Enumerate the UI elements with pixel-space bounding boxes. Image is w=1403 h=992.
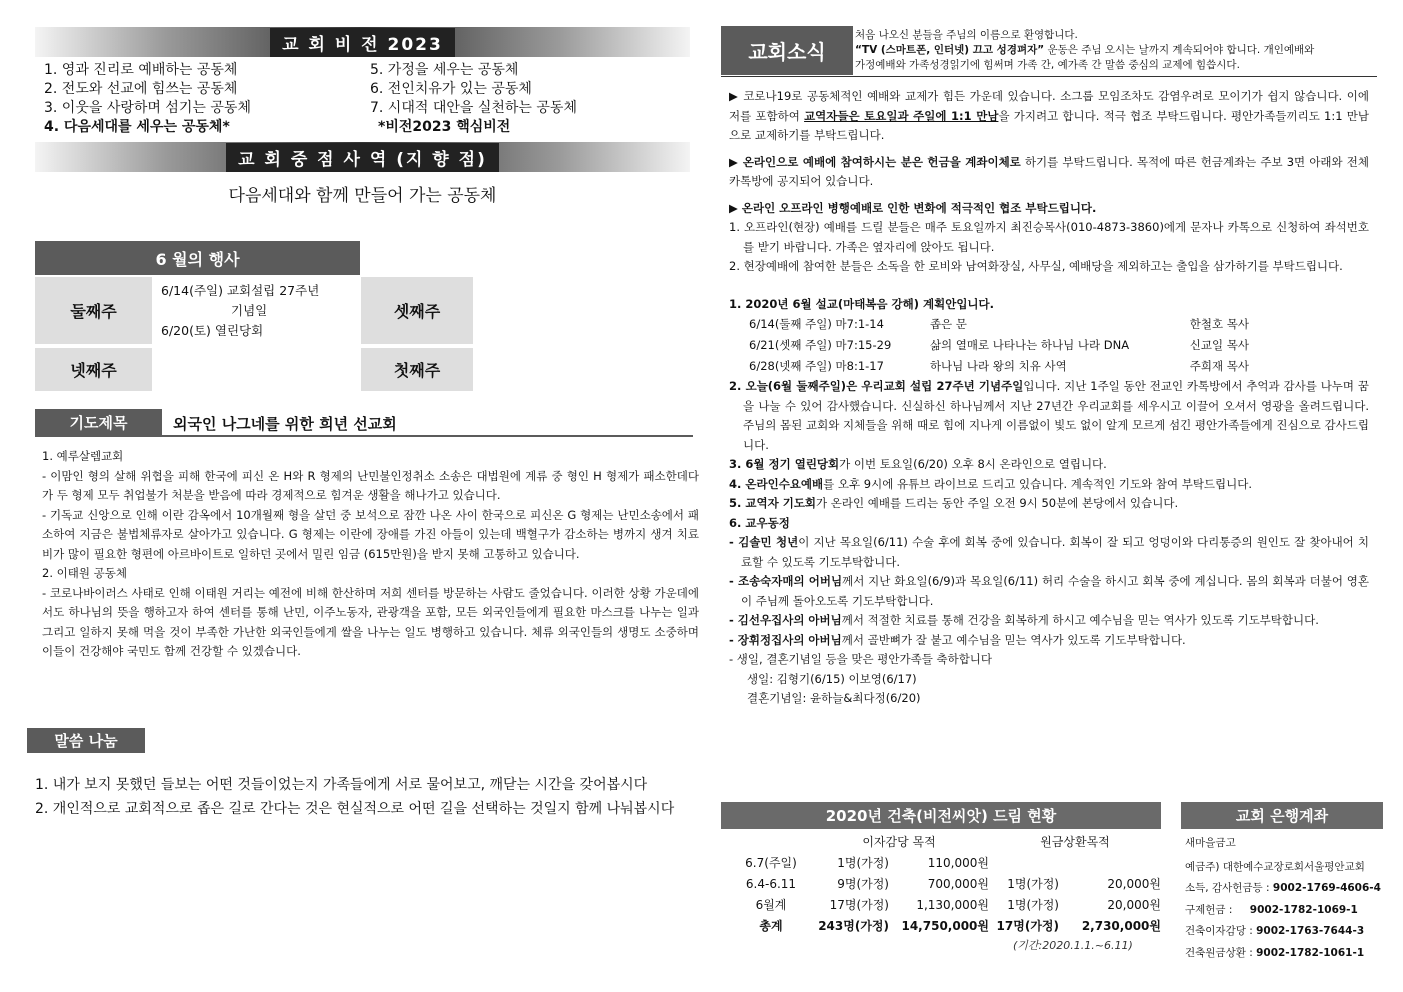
prayer-title: 외국인 나그네를 위한 희년 선교회 — [173, 415, 397, 433]
sermon-row — [749, 356, 1249, 377]
news-intro-campaign: “TV (스마트폰, 인터넷) 끄고 성경펴자” — [855, 44, 1045, 56]
vision-item: 6. 전인치유가 있는 공동체 — [370, 81, 532, 97]
building-cell: 9명(가정) — [837, 877, 889, 891]
bank-account-row — [1185, 900, 1385, 922]
building-cell: 6.4-6.11 — [745, 876, 797, 891]
bank-account-label: 구제헌금 : — [1185, 903, 1233, 916]
news-text-emph: - 장휘정집사의 아버님 — [729, 632, 842, 647]
bank-account-number: 9002-1782-1061-1 — [1256, 946, 1365, 959]
building-cell: 700,000원 — [927, 877, 989, 891]
sermon-date: 6/28(넷째 주일) 마8:1-17 — [749, 358, 884, 373]
building-cell: 110,000원 — [927, 856, 989, 870]
prayer-paragraph: - 코로나바이러스 사태로 인해 이태원 거리는 예전에 비해 한산하며 저희 센터를 방문하는 사람도 줄었습니다. 이러한 상황 가운데에서도 하나님의 뜻을 행하고자 하여 센터를 통해 난민, 이주노동자, 관광객을 포함, 모든 외국인들에게 필요한 마스크를 나누는 일과 그리고 일하지 못해 먹을 것이 부족한 가난한 외국인들에게 쌀을 나누는 일도 병행하고 있습니다. 체류 외국인들의 생명도 소중하며 이들이 건강해야 국민도 함께 건강할 수 있겠습니다. — [42, 585, 699, 658]
vision-item: 5. 가정을 세우는 공동체 — [370, 62, 519, 78]
events-week1: 첫째주 — [361, 348, 473, 391]
news-text: ▶ 코로나19로 공동체적인 예배와 교제가 힘든 가운데 있습니다. 소그룹 모임조차도 감염우려로 모이기가 쉽지 않습니다. 이에 저를 포함하여 — [729, 89, 1369, 123]
news-birthdays: 생일: 김형기(6/15) 이보영(6/17) — [747, 671, 917, 686]
news-text-emph: ▶ 온라인으로 예배에 참여하시는 분은 헌금을 계좌이체로 — [729, 154, 1021, 169]
news-b4 — [729, 631, 1369, 651]
building-cell: 20,000원 — [1107, 898, 1161, 912]
news-p3-1: 1. 오프라인(현장) 예배를 드릴 분들은 매주 토요일까지 최진승목사(010-4873-3860)에게 문자나 카톡으로 신청하여 좌석번호를 받기 바랍니다. 가족은 옆자리에 앉아도 됩니다. — [729, 220, 1369, 254]
news-n5 — [729, 494, 1369, 514]
bank-account-number: 9002-1763-7644-3 — [1256, 925, 1365, 937]
sermon-title: 좁은 문 — [929, 316, 967, 331]
events-week4: 넷째주 — [35, 348, 152, 391]
news-n4 — [729, 475, 1369, 495]
event-detail: 6/14(주일) 교회설립 27주년 — [161, 283, 320, 298]
news-text: 입니다. 지난 1주일 동안 전교인 카톡방에서 추억과 감사를 나누며 꿈을 나눌 수 있어 감사했습니다. 신실하신 하나님께서 지난 27년간 우리교회를 세우시고 이끌어 오셔서 영광을 올려드립니다. 주님의 몸된 교회와 지체들을 위해 때로 힘에 지나게 이름없이 빛도 없이 알게 모르게 섬긴 평안가족들에게 진심으로 감사드립니다. — [743, 379, 1369, 452]
news-text-emph: 3. 6월 정기 열린당회 — [729, 457, 840, 471]
sermon-table — [749, 314, 1249, 377]
prayer-paragraph: - 이맘인 형의 살해 위협을 피해 한국에 피신 온 H와 R 형제의 난민불인정취소 소송은 대법원에 계류 중 형인 H 형제가 패소한데다가 두 형제 모두 취업불가 처분을 받음에 따라 경제적으로 힘겨운 생활을 해나가고 있습니다. — [42, 468, 699, 502]
word-item: 2. 개인적으로 교회적으로 좁은 길로 간다는 것은 현실적으로 어떤 길을 선택하는 것일지 함께 나눠봅시다 — [35, 801, 675, 817]
vision-list-left — [44, 61, 251, 137]
building-cell: 243명(가정) — [818, 919, 889, 933]
building-header-interest: 이자감당 목적 — [862, 835, 936, 849]
prayer-body — [42, 447, 699, 662]
word-item: 1. 내가 보지 못했던 들보는 어떤 것들이었는지 가족들에게 서로 물어보고, 깨닫는 시간을 갖어봅시다 — [35, 777, 648, 793]
news-b3 — [729, 611, 1369, 631]
news-text: 께서 적절한 치료를 통해 건강을 회복하게 하시고 예수님을 믿는 역사가 있도록 기도부탁합니다. — [841, 613, 1319, 627]
news-text: 을 가지려고 합니다. 적극 협조 부탁드립니다. 평안가족들끼리도 1:1 만남으로 교제하기를 부탁드립니다. — [729, 108, 1369, 142]
news-p3-2: 2. 현장예배에 참여한 분들은 소독을 한 로비와 남여화장실, 사무실, 예배당을 제외하고는 출입을 삼가하기를 부탁드립니다. — [729, 259, 1343, 273]
bank-account-label: 건축이자감당 : — [1185, 925, 1253, 937]
building-row — [733, 873, 1161, 894]
sermon-preacher: 주희재 목사 — [1189, 358, 1249, 373]
news-b5: - 생일, 결혼기념일 등을 맞은 평안가족들 축하합니다 — [729, 652, 993, 666]
building-table — [733, 831, 1161, 936]
building-cell: 총계 — [759, 919, 783, 933]
focus-title: 교 회 중 점 사 역 (지 향 점) — [226, 143, 499, 172]
bank-account-label: 건축원금상환 : — [1185, 946, 1253, 959]
news-divider — [721, 76, 1377, 77]
news-intro-line: 운동은 주님 오시는 날까지 계속되어야 합니다. 개인예배와 — [1044, 44, 1315, 56]
news-text-emph: - 김선우집사의 아버님 — [729, 613, 842, 627]
building-cell: 1,130,000원 — [916, 898, 989, 912]
building-cell — [989, 852, 1059, 873]
news-text: 가 이번 토요일(6/20) 오후 8시 온라인으로 열립니다. — [839, 457, 1107, 471]
event-detail: 6/20(토) 열린당회 — [161, 323, 264, 338]
news-p3: ▶ 온라인 오프라인 병행예배로 인한 변화에 적극적인 협조 부탁드립니다. — [729, 200, 1097, 215]
word-list — [35, 774, 689, 820]
news-intro-line: 가정예배와 가족성경읽기에 힘써며 가족 간, 예가족 간 말씀 중심의 교제에 힘씁시다. — [855, 59, 1240, 71]
bank-account-row — [1185, 921, 1385, 943]
building-row — [733, 852, 1161, 873]
news-text: 가 온라인 예배를 드리는 동안 주일 오전 9시 50분에 본당에서 있습니다. — [816, 496, 1179, 510]
news-text: 하기를 부탁드립니다. 목적에 따른 헌금계좌는 주보 3면 아래와 전체카톡방에 공지되어 있습니다. — [729, 154, 1370, 188]
vision-header — [35, 27, 690, 57]
vision-item: 2. 전도와 선교에 힘쓰는 공동체 — [44, 81, 238, 97]
bank-account-row — [1185, 943, 1385, 965]
news-p2 — [729, 153, 1369, 192]
prayer-paragraph: - 기독교 신앙으로 인해 이란 감옥에서 10개월째 형을 살던 중 보석으로 잠깐 나온 사이 한국으로 피신온 G 형제는 난민소송에서 패소하여 지금은 불법체류자로 살아가고 있습니다. G 형제는 이란에 장애를 가진 아들이 있는데 백혈구가 감소하는 병까지 생겨 치료비가 많이 필요한 형편에 아르바이트로 일하던 곳에서 밀린 임금 (615만원)을 받지 못해 고통하고 있습니다. — [42, 507, 699, 561]
vision-item-core: 4. 다음세대를 세우는 공동체* — [44, 119, 230, 135]
news-text: 를 오후 9시에 유튜브 라이브로 드리고 있습니다. 계속적인 기도와 참여 부탁드립니다. — [823, 476, 1253, 491]
news-text: 이 지난 목요일(6/11) 수술 후에 회복 중에 있습니다. 회복이 잘 되고 엉덩이와 다리통증의 원인도 잘 찾아내어 치료할 수 있도록 기도부탁합니다. — [741, 535, 1369, 569]
sermon-row — [749, 314, 1249, 335]
sermon-preacher: 신교일 목사 — [1189, 337, 1249, 352]
bank-info — [1185, 833, 1385, 964]
news-intro-line: 처음 나오신 분들을 주님의 이름으로 환영합니다. — [855, 29, 1078, 41]
focus-text: 다음세대와 함께 만들어 가는 공동체 — [228, 186, 497, 206]
news-anniversaries: 결혼기념일: 윤하늘&최다정(6/20) — [747, 691, 921, 705]
sermon-date: 6/14(둘째 주일) 마7:1-14 — [749, 316, 884, 331]
vision-item: 7. 시대적 대안을 실천하는 공동체 — [370, 100, 577, 116]
prayer-label: 기도제목 — [35, 409, 162, 436]
news-text: 께서 골반뼈가 잘 붙고 예수님을 믿는 역사가 있도록 기도부탁합니다. — [841, 632, 1186, 647]
news-n2 — [729, 377, 1369, 455]
building-period: (기간:2020.1.1.~6.11) — [1013, 939, 1133, 952]
bank-title: 교회 은행계좌 — [1181, 802, 1383, 829]
vision-item: 1. 영과 진리로 예배하는 공동체 — [44, 62, 238, 78]
sermon-title: 삶의 열매로 나타나는 하나님 나라 DNA — [929, 337, 1130, 352]
building-cell: 1명(가정) — [1007, 898, 1059, 912]
building-header-principal: 원금상환목적 — [1040, 835, 1110, 849]
vision-core-note: *비전2023 핵심비전 — [378, 119, 511, 135]
news-text-emph: 교역자들은 토요일과 주일에 1:1 만남 — [804, 108, 999, 123]
news-text-emph: 2. 오늘(6월 둘째주일)은 우리교회 설립 27주년 기념주일 — [729, 379, 1024, 393]
bank-holder: 예금주) 대한예수교장로회서울평안교회 — [1185, 860, 1365, 873]
news-text-emph: - 조송숙자매의 어버님 — [729, 574, 843, 588]
news-n3 — [729, 455, 1369, 475]
news-text-emph: 5. 교역자 기도회 — [729, 496, 817, 510]
building-title: 2020년 건축(비전씨앗) 드림 현황 — [721, 802, 1161, 829]
events-week2: 둘째주 — [35, 277, 152, 344]
events-details — [161, 281, 319, 341]
news-n1: 1. 2020년 6월 설교(마태복음 강해) 계획안입니다. — [729, 296, 995, 311]
building-header-row — [733, 831, 1161, 852]
focus-header — [35, 142, 690, 172]
events-title: 6 월의 행사 — [35, 241, 360, 275]
vision-list-right — [370, 61, 577, 137]
news-text-emph: 4. 온라인수요예배 — [729, 476, 824, 491]
building-cell: 14,750,000원 — [901, 919, 989, 933]
vision-item: 3. 이웃을 사랑하며 섬기는 공동체 — [44, 100, 251, 116]
bank-account-number: 9002-1769-4606-4 — [1272, 882, 1381, 894]
building-total-row — [733, 915, 1161, 936]
events-week3: 셋째주 — [361, 277, 473, 344]
news-b2 — [729, 572, 1369, 611]
building-cell: 6.7(주일) — [745, 856, 797, 870]
building-cell — [1059, 852, 1161, 873]
bank-account-row — [1185, 878, 1385, 900]
event-detail: 기념일 — [231, 303, 268, 318]
word-label: 말씀 나눔 — [27, 728, 145, 753]
news-text: 께서 지난 화요일(6/9)과 목요일(6/11) 허리 수술을 하시고 회복 중에 계십니다. 몸의 회복과 더불어 영혼이 주님께 돌아오도록 기도부탁합니다. — [741, 574, 1369, 608]
building-cell: 17명(가정) — [996, 919, 1059, 933]
building-cell: 1명(가정) — [837, 856, 889, 870]
sermon-preacher: 한철호 목사 — [1189, 316, 1249, 331]
building-cell: 2,730,000원 — [1081, 919, 1161, 933]
prayer-divider — [35, 435, 693, 437]
news-label: 교회소식 — [721, 26, 853, 75]
building-cell: 17명(가정) — [829, 898, 889, 912]
building-row — [733, 894, 1161, 915]
sermon-date: 6/21(셋째 주일) 마7:15-29 — [749, 337, 892, 352]
bank-name: 새마을금고 — [1185, 837, 1236, 849]
sermon-row — [749, 335, 1249, 356]
bank-account-label: 소득, 감사헌금등 : — [1185, 882, 1270, 894]
news-text-emph: - 김솔민 청년 — [729, 535, 799, 549]
building-cell: 20,000원 — [1107, 877, 1161, 891]
bank-account-number: 9002-1782-1069-1 — [1249, 903, 1358, 916]
news-p1 — [729, 87, 1369, 146]
building-cell: 1명(가정) — [1007, 877, 1059, 891]
news-b1 — [729, 533, 1369, 572]
news-body — [729, 87, 1369, 709]
prayer-paragraph: 2. 이태원 공동체 — [42, 566, 127, 580]
prayer-paragraph: 1. 예루살렘교회 — [42, 449, 124, 463]
news-intro — [855, 28, 1375, 73]
news-n6: 6. 교우동정 — [729, 515, 790, 530]
vision-title: 교 회 비 전 2023 — [270, 28, 455, 57]
building-cell: 6월계 — [755, 898, 787, 912]
sermon-title: 하나님 나라 왕의 치유 사역 — [929, 358, 1067, 373]
